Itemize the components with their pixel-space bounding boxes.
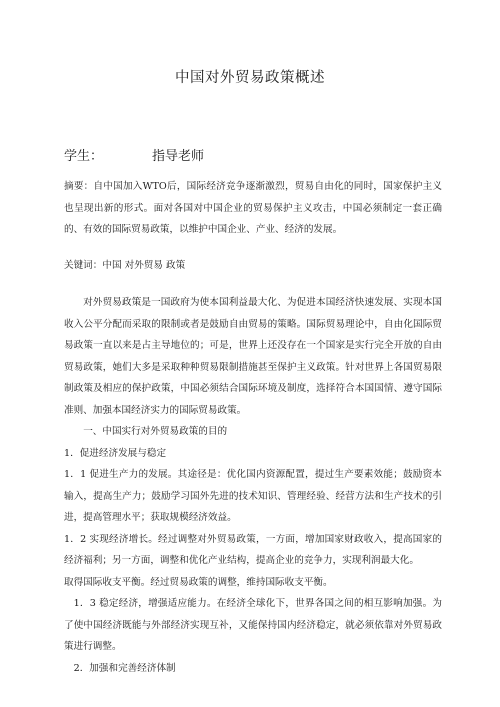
- item-heading: 2．加强和完善经济体制: [73, 662, 176, 674]
- keywords-text: 关键词：中国 对外贸易 政策: [64, 260, 186, 271]
- supervisor-label: 指导老师: [152, 149, 205, 164]
- body-paragraph: 取得国际收支平衡。经过贸易政策的调整，维持国际收支平衡。: [64, 576, 333, 588]
- abstract-section: [64, 176, 442, 241]
- author-line: [64, 145, 205, 164]
- document-title: 中国对外贸易政策概述: [175, 70, 325, 86]
- student-label: 学生：: [64, 149, 104, 164]
- section-heading: 一、中国实行对外贸易政策的目的: [83, 426, 228, 437]
- item-heading: 1．促进经济发展与稳定: [64, 447, 167, 459]
- item-paragraph: 1．1 促进生产力的发展。其途径是：优化国内资源配置，提过生产要素效能；鼓励资本输入，提高生产力；鼓励学习国外先进的技术知识、管理经验、经营方法和生产技术的引进，提高管理水平；获取规模经济效益。: [64, 469, 442, 523]
- item-paragraph: 1．3 稳定经济，增强适应能力。在经济全球化下，世界各国之间的相互影响加强。为了使中国经济既能与外部经济实现互补，又能保持国内经济稳定，就必须依靠对外贸易政策进行调整。: [64, 598, 442, 652]
- item-paragraph: 1．2 实现经济增长。经过调整对外贸易政策，一方面，增加国家财政收入，提高国家的经济福利；另一方面，调整和优化产业结构，提高企业的竞争力，实现利润最大化。: [64, 533, 442, 566]
- intro-paragraph: 对外贸易政策是一国政府为使本国利益最大化、为促进本国经济快速发展、实现本国收入公平分配而采取的限制或者是鼓励自由贸易的策略。国际贸易理论中，自由化国际贸易政策一直以来是占主导地位的；可是，世界上还没存在一个国家是实行完全开放的自由贸易政策，她们大多是采取种种贸易限制措施甚至保护主义政策。针对世界上各国贸易限制政策及相应的保护政策，中国必须结合国际环境及制度，选择符合本国国情、遵守国际准则、加强本国经济实力的国际贸易政策。: [64, 297, 442, 416]
- abstract-text: 摘要：自中国加入WTO后，国际经济竞争逐渐激烈，贸易自由化的同时，国家保护主义也呈现出新的形式。面对各国对中国企业的贸易保护主义攻击，中国必须制定一套正确的、有效的国际贸易政策，以维护中国企业、产业、经济的发展。: [64, 181, 442, 235]
- keywords-section: [64, 255, 442, 277]
- body-section: [64, 292, 442, 679]
